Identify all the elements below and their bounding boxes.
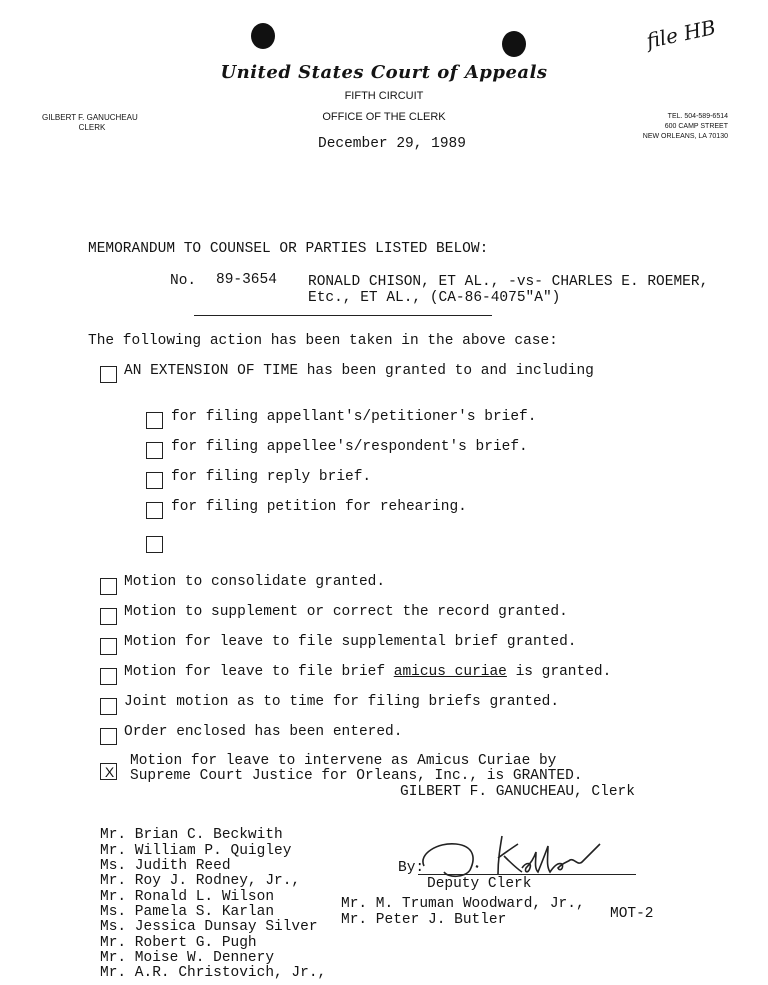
case-number: 89-3654 — [216, 272, 277, 288]
signature-text: J. Keller — [470, 812, 494, 819]
case-caption-line1: RONALD CHISON, ET AL., -vs- CHARLES E. ROEMER, — [308, 274, 709, 290]
appellant-brief-label: for filing appellant's/petitioner's brief. — [171, 409, 537, 425]
intervene-check-mark: X — [104, 764, 115, 780]
punch-hole-right — [502, 31, 526, 57]
intervene-line1: Motion for leave to intervene as Amicus Curiae by — [130, 753, 557, 769]
court-title: United States Court of Appeals — [220, 62, 548, 83]
recipient-9: Mr. Moise W. Dennery — [100, 950, 275, 966]
joint-motion-label: Joint motion as to time for filing briefs granted. — [124, 694, 560, 710]
recipient-6: Ms. Pamela S. Karlan — [100, 904, 275, 920]
memo-heading: MEMORANDUM TO COUNSEL OR PARTIES LISTED BELOW: — [88, 241, 489, 257]
recipient-1: Mr. Brian C. Beckwith — [100, 827, 283, 843]
recipient-2: Mr. William P. Quigley — [100, 843, 292, 859]
circuit-label: FIFTH CIRCUIT — [344, 90, 424, 102]
deputy-clerk-title: Deputy Clerk — [427, 876, 532, 892]
extension-checkbox[interactable] — [100, 366, 117, 383]
amicus-underlined: amicus curiae — [393, 664, 507, 680]
order-enclosed-label: Order enclosed has been entered. — [124, 724, 403, 740]
deputy-signature — [418, 832, 608, 880]
recipient-4: Mr. Roy J. Rodney, Jr., — [100, 873, 301, 889]
date: December 29, 1989 — [318, 136, 466, 152]
amicus-checkbox[interactable] — [100, 668, 117, 685]
recipient-11: Mr. M. Truman Woodward, Jr., — [341, 896, 585, 912]
clerk-name: GILBERT F. GANUCHEAU — [42, 113, 138, 122]
appellee-brief-label: for filing appellee's/respondent's brief. — [171, 439, 528, 455]
amicus-label — [124, 664, 611, 680]
amicus-prefix: Motion for leave to file brief — [124, 664, 386, 680]
joint-motion-checkbox[interactable] — [100, 698, 117, 715]
order-enclosed-checkbox[interactable] — [100, 728, 117, 745]
rehearing-checkbox[interactable] — [146, 502, 163, 519]
clerk-title: CLERK — [78, 123, 106, 132]
reply-brief-label: for filing reply brief. — [171, 469, 372, 485]
city: NEW ORLEANS, LA 70130 — [642, 133, 728, 140]
recipient-3: Ms. Judith Reed — [100, 858, 231, 874]
recipient-8: Mr. Robert G. Pugh — [100, 935, 257, 951]
intervene-line2: Supreme Court Justice for Orleans, Inc., is GRANTED. — [130, 768, 583, 784]
appellee-brief-checkbox[interactable] — [146, 442, 163, 459]
clerk-signature-line: GILBERT F. GANUCHEAU, Clerk — [400, 784, 635, 800]
handwritten-note: file HB — [644, 14, 718, 54]
signature-rule — [418, 874, 636, 875]
office-label: OFFICE OF THE CLERK — [322, 111, 446, 123]
extension-label: AN EXTENSION OF TIME has been granted to and including — [124, 363, 594, 379]
reply-brief-checkbox[interactable] — [146, 472, 163, 489]
supplement-record-checkbox[interactable] — [100, 608, 117, 625]
by-label: By: — [398, 860, 425, 876]
tel: TEL. 504-589-6514 — [667, 113, 728, 120]
supplement-record-label: Motion to supplement or correct the record granted. — [124, 604, 568, 620]
recipient-12: Mr. Peter J. Butler — [341, 912, 507, 928]
recipient-7: Ms. Jessica Dunsay Silver — [100, 919, 318, 935]
consolidate-label: Motion to consolidate granted. — [124, 574, 386, 590]
case-no-label: No. — [170, 273, 197, 289]
rehearing-label: for filing petition for rehearing. — [171, 499, 467, 515]
amicus-suffix: is granted. — [515, 664, 612, 680]
supplemental-brief-checkbox[interactable] — [100, 638, 117, 655]
recipient-10: Mr. A.R. Christovich, Jr., — [100, 965, 327, 981]
blank-checkbox[interactable] — [146, 536, 163, 553]
recipient-5: Mr. Ronald L. Wilson — [100, 889, 275, 905]
punch-hole-left — [251, 23, 275, 49]
case-caption-line2: Etc., ET AL., (CA-86-4075"A") — [308, 290, 561, 306]
form-code: MOT-2 — [610, 906, 654, 922]
caption-rule — [194, 315, 492, 316]
street: 600 CAMP STREET — [664, 123, 728, 130]
supplemental-brief-label: Motion for leave to file supplemental brief granted. — [124, 634, 577, 650]
appellant-brief-checkbox[interactable] — [146, 412, 163, 429]
consolidate-checkbox[interactable] — [100, 578, 117, 595]
action-intro: The following action has been taken in the above case: — [88, 333, 558, 349]
